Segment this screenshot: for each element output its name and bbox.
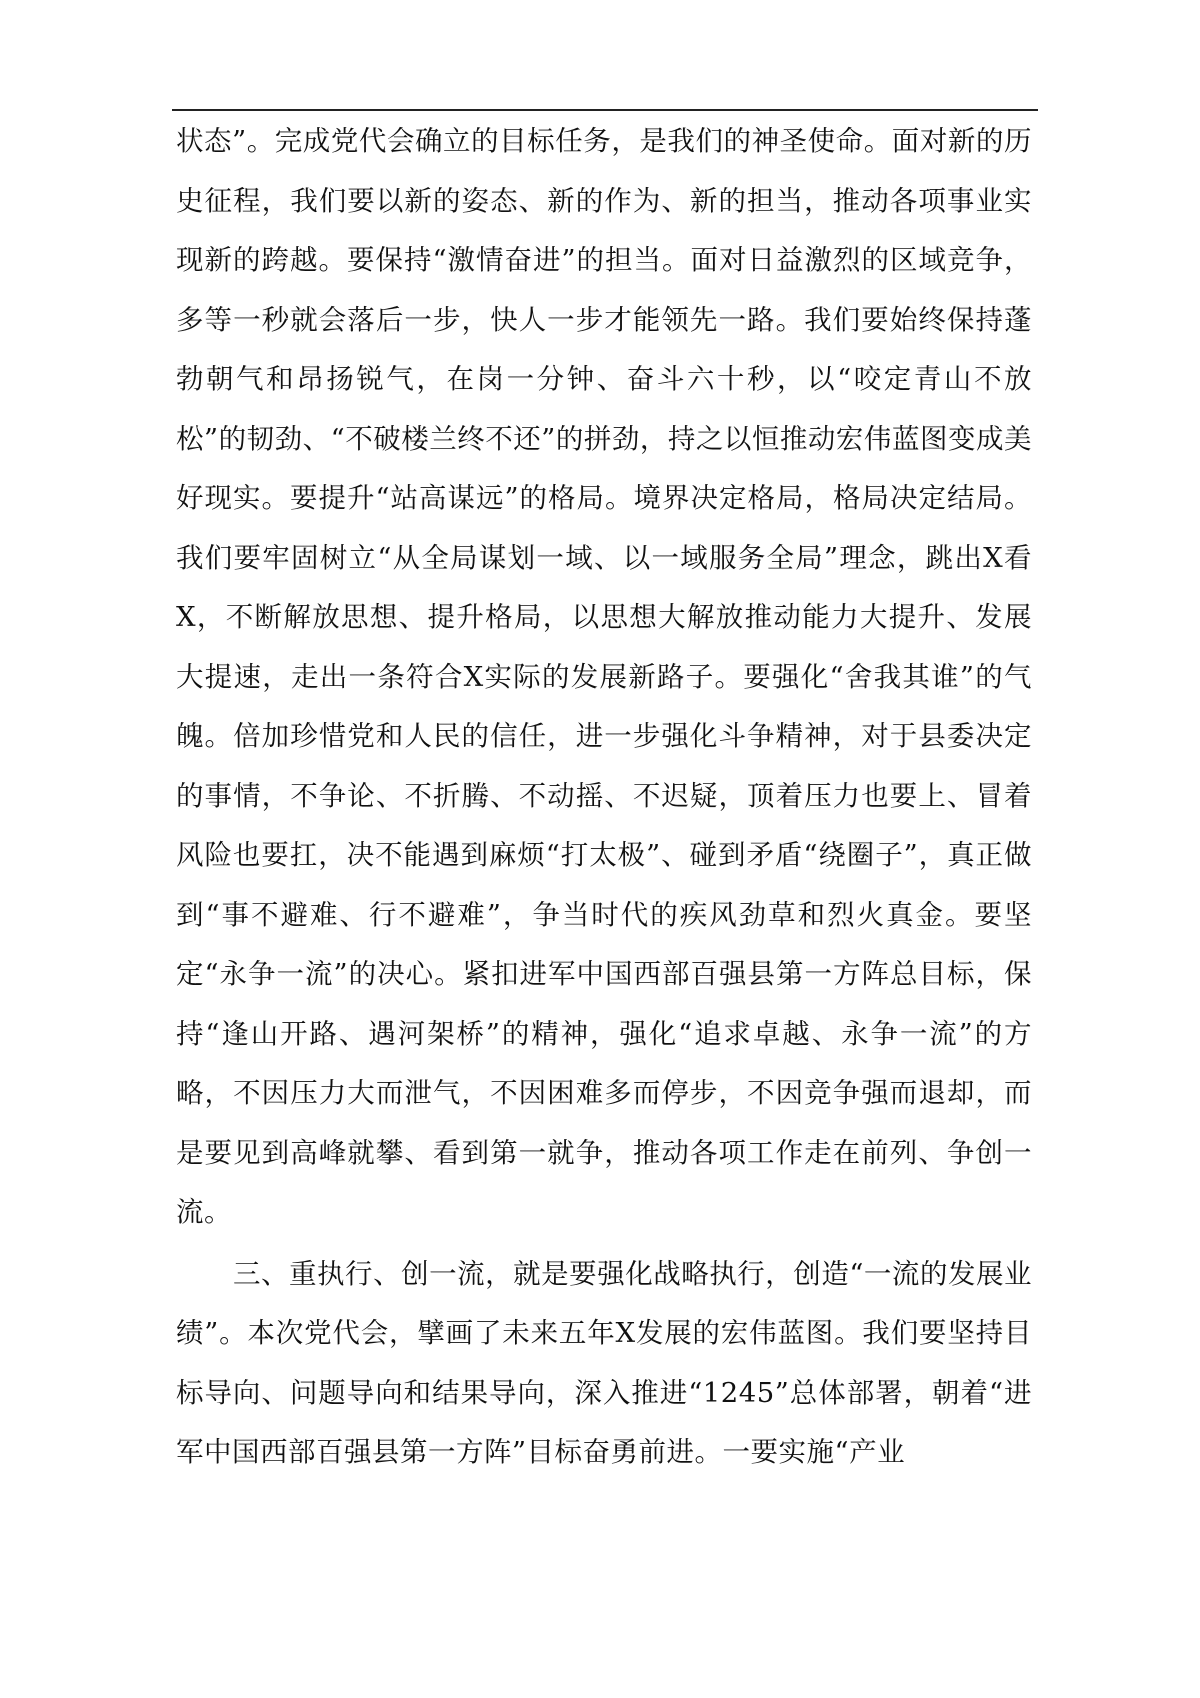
paragraph-2: 三、重执行、创一流，就是要强化战略执行，创造“一流的发展业绩”。本次党代会，擘画了未来五年X发展的宏伟蓝图。我们要坚持目标导向、问题导向和结果导向，深入推进“1245”总体部署，朝着“进军中国西部百强县第一方阵”目标奋勇前进。一要实施“产业 [176, 1257, 1032, 1468]
paragraph-1: 状态”。完成党代会确立的目标任务，是我们的神圣使命。面对新的历史征程，我们要以新的姿态、新的作为、新的担当，推动各项事业实现新的跨越。要保持“激情奋进”的担当。面对日益激烈的区域竞争，多等一秒就会落后一步，快人一步才能领先一路。我们要始终保持蓬勃朝气和昂扬锐气，在岗一分钟、奋斗六十秒，以“咬定青山不放松”的韧劲、“不破楼兰终不还”的拼劲，持之以恒推动宏伟蓝图变成美好现实。要提升“站高谋远”的格局。境界决定格局，格局决定结局。我们要牢固树立“从全局谋划一域、以一域服务全局”理念，跳出X看X，不断解放思想、提升格局，以思想大解放推动能力大提升、发展大提速，走出一条符合X实际的发展新路子。要强化“舍我其谁”的气魄。倍加珍惜党和人民的信任，进一步强化斗争精神，对于县委决定的事情，不争论、不折腾、不动摇、不迟疑，顶着压力也要上、冒着风险也要扛，决不能遇到麻烦“打太极”、碰到矛盾“绕圈子”，真正做到“事不避难、行不避难”，争当时代的疾风劲草和烈火真金。要坚定“永争一流”的决心。紧扣进军中国西部百强县第一方阵总目标，保持“逢山开路、遇河架桥”的精神，强化“追求卓越、永争一流”的方略，不因压力大而泄气，不因困难多而停步，不因竞争强而退却，而是要见到高峰就攀、看到第一就争，推动各项工作走在前列、争创一流。 [176, 125, 1032, 1228]
header-rule [172, 109, 1038, 111]
body-text [176, 112, 1032, 1483]
